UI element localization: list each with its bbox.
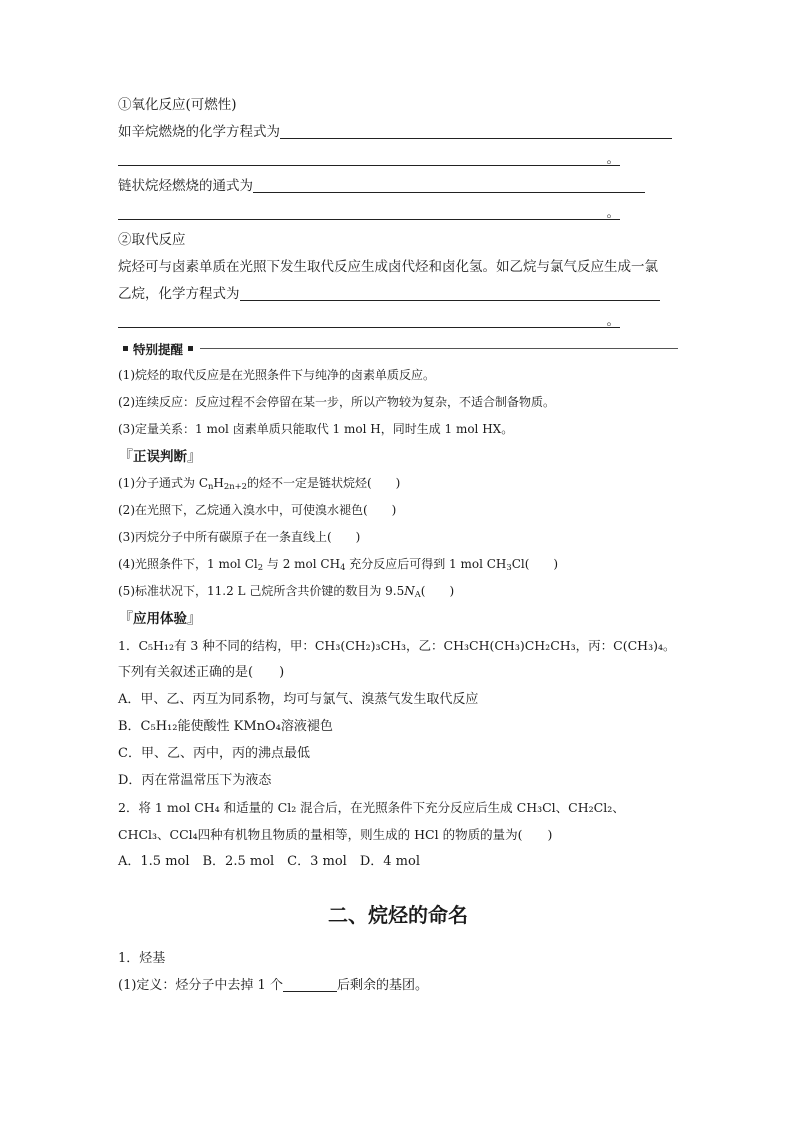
- q4-sub: 4: [340, 562, 346, 572]
- answer-blank[interactable]: [253, 176, 645, 193]
- substitution-equation-line: [118, 281, 678, 308]
- document-page: [118, 92, 678, 999]
- judgement-question-3: (3)丙烷分子中所有碳原子在一条直线上( ): [118, 530, 361, 544]
- judgement-question-1: [118, 470, 678, 497]
- q5-text: (5)标准状况下，11.2 L 己烷所含共价键的数目为 9.5: [118, 584, 405, 598]
- judgement-question-4: [118, 551, 678, 578]
- answer-blank[interactable]: [118, 311, 620, 328]
- octane-prompt: 如辛烷燃烧的化学方程式为: [118, 124, 280, 140]
- q4-text: 与 2 mol CH: [263, 557, 341, 571]
- answer-blank[interactable]: [280, 122, 672, 139]
- general-equation-line-2: [118, 200, 678, 227]
- q1-text-end: 的烃不一定是链状烷烃( ): [246, 476, 401, 490]
- general-equation-line: [118, 173, 678, 200]
- practice-heading-text: 应用体验: [133, 611, 188, 627]
- answer-blank[interactable]: [240, 284, 660, 301]
- q1-text-h: H: [213, 476, 224, 490]
- period: 。: [606, 313, 620, 329]
- practice-1-option-b: B．C₅H₁₂能使酸性 KMnO₄溶液褪色: [118, 719, 333, 734]
- tip-heading-text: 特别提醒: [133, 341, 184, 357]
- q4-text: (4)光照条件下，1 mol Cl: [118, 557, 258, 571]
- judgement-heading-text: 正误判断: [133, 449, 188, 465]
- q1-sub-n: n: [208, 481, 214, 491]
- section-item-1: 1．烃基: [118, 951, 166, 966]
- practice-1-option-a: A．甲、乙、丙互为同系物，均可与氯气、溴蒸气发生取代反应: [118, 692, 479, 707]
- definition-text: (1)定义：烃分子中去掉 1 个: [118, 978, 283, 993]
- practice-1-option-d: D．丙在常温常压下为液态: [118, 773, 272, 788]
- oxidation-title: ①氧化反应(可燃性): [118, 97, 237, 113]
- substitution-equation-line-2: [118, 308, 678, 335]
- octane-equation-line: [118, 119, 678, 146]
- square-bullet-icon: [123, 346, 128, 351]
- q5-text-end: ( ): [420, 584, 455, 598]
- section-title: 二、烷烃的命名: [328, 903, 468, 927]
- general-prompt: 链状烷烃燃烧的通式为: [118, 178, 253, 194]
- definition-text-end: 后剩余的基团。: [336, 978, 428, 993]
- period: 。: [606, 205, 620, 221]
- practice-heading: [118, 605, 678, 632]
- q1-sub: 2n+2: [223, 481, 247, 491]
- answer-blank[interactable]: [283, 975, 337, 992]
- q4-text-end: Cl( ): [511, 557, 559, 571]
- substitution-prompt: 乙烷，化学方程式为: [118, 286, 240, 302]
- tip-item: (3)定量关系：1 mol 卤素单质只能取代 1 mol H，同时生成 1 mol HX。: [118, 422, 514, 436]
- q5-sub: A: [414, 589, 421, 599]
- tip-heading: [118, 335, 678, 362]
- judgement-heading: [118, 443, 678, 470]
- answer-blank[interactable]: [118, 203, 620, 220]
- square-bullet-icon: [188, 346, 193, 351]
- right-bracket: 』: [187, 609, 203, 627]
- left-bracket: 『: [118, 609, 134, 627]
- q4-sub: 3: [506, 562, 512, 572]
- practice-2-stem: 2．将 1 mol CH₄ 和适量的 Cl₂ 混合后，在光照条件下充分反应后生成 CH₃Cl、CH₂Cl₂、: [118, 800, 625, 815]
- q1-text: (1)分子通式为 C: [118, 476, 208, 490]
- tip-item: (2)连续反应：反应过程不会停留在某一步，所以产物较为复杂，不适合制备物质。: [118, 395, 556, 409]
- definition-line: [118, 972, 678, 999]
- substitution-text-1: 烷烃可与卤素单质在光照下发生取代反应生成卤代烃和卤化氢。如乙烷与氯气反应生成一氯: [118, 259, 658, 275]
- answer-blank[interactable]: [118, 149, 620, 166]
- practice-2-options: A．1.5 mol B．2.5 mol C．3 mol D．4 mol: [118, 854, 420, 869]
- divider: [200, 348, 678, 349]
- practice-1-question: 下列有关叙述正确的是( ): [118, 665, 285, 680]
- tip-item: (1)烷烃的取代反应是在光照条件下与纯净的卤素单质反应。: [118, 368, 436, 382]
- period: 。: [606, 151, 620, 167]
- octane-equation-line-2: [118, 146, 678, 173]
- left-bracket: 『: [118, 447, 134, 465]
- practice-1-option-c: C．甲、乙、丙中，丙的沸点最低: [118, 746, 310, 761]
- judgement-question-5: [118, 578, 678, 605]
- practice-1-stem: 1．C₅H₁₂有 3 种不同的结构，甲：CH₃(CH₂)₃CH₃，乙：CH₃CH(CH₃)CH₂CH₃，丙：C(CH₃)₄。: [118, 638, 676, 653]
- practice-2-question: CHCl₃、CCl₄四种有机物且物质的量相等，则生成的 HCl 的物质的量为( ): [118, 827, 553, 842]
- q4-sub: 2: [257, 562, 264, 572]
- q4-text: 充分反应后可得到 1 mol CH: [345, 557, 507, 571]
- right-bracket: 』: [187, 447, 203, 465]
- substitution-title: ②取代反应: [118, 232, 186, 248]
- q5-avogadro: N: [404, 584, 415, 598]
- judgement-question-2: (2)在光照下，乙烷通入溴水中，可使溴水褪色( ): [118, 503, 397, 517]
